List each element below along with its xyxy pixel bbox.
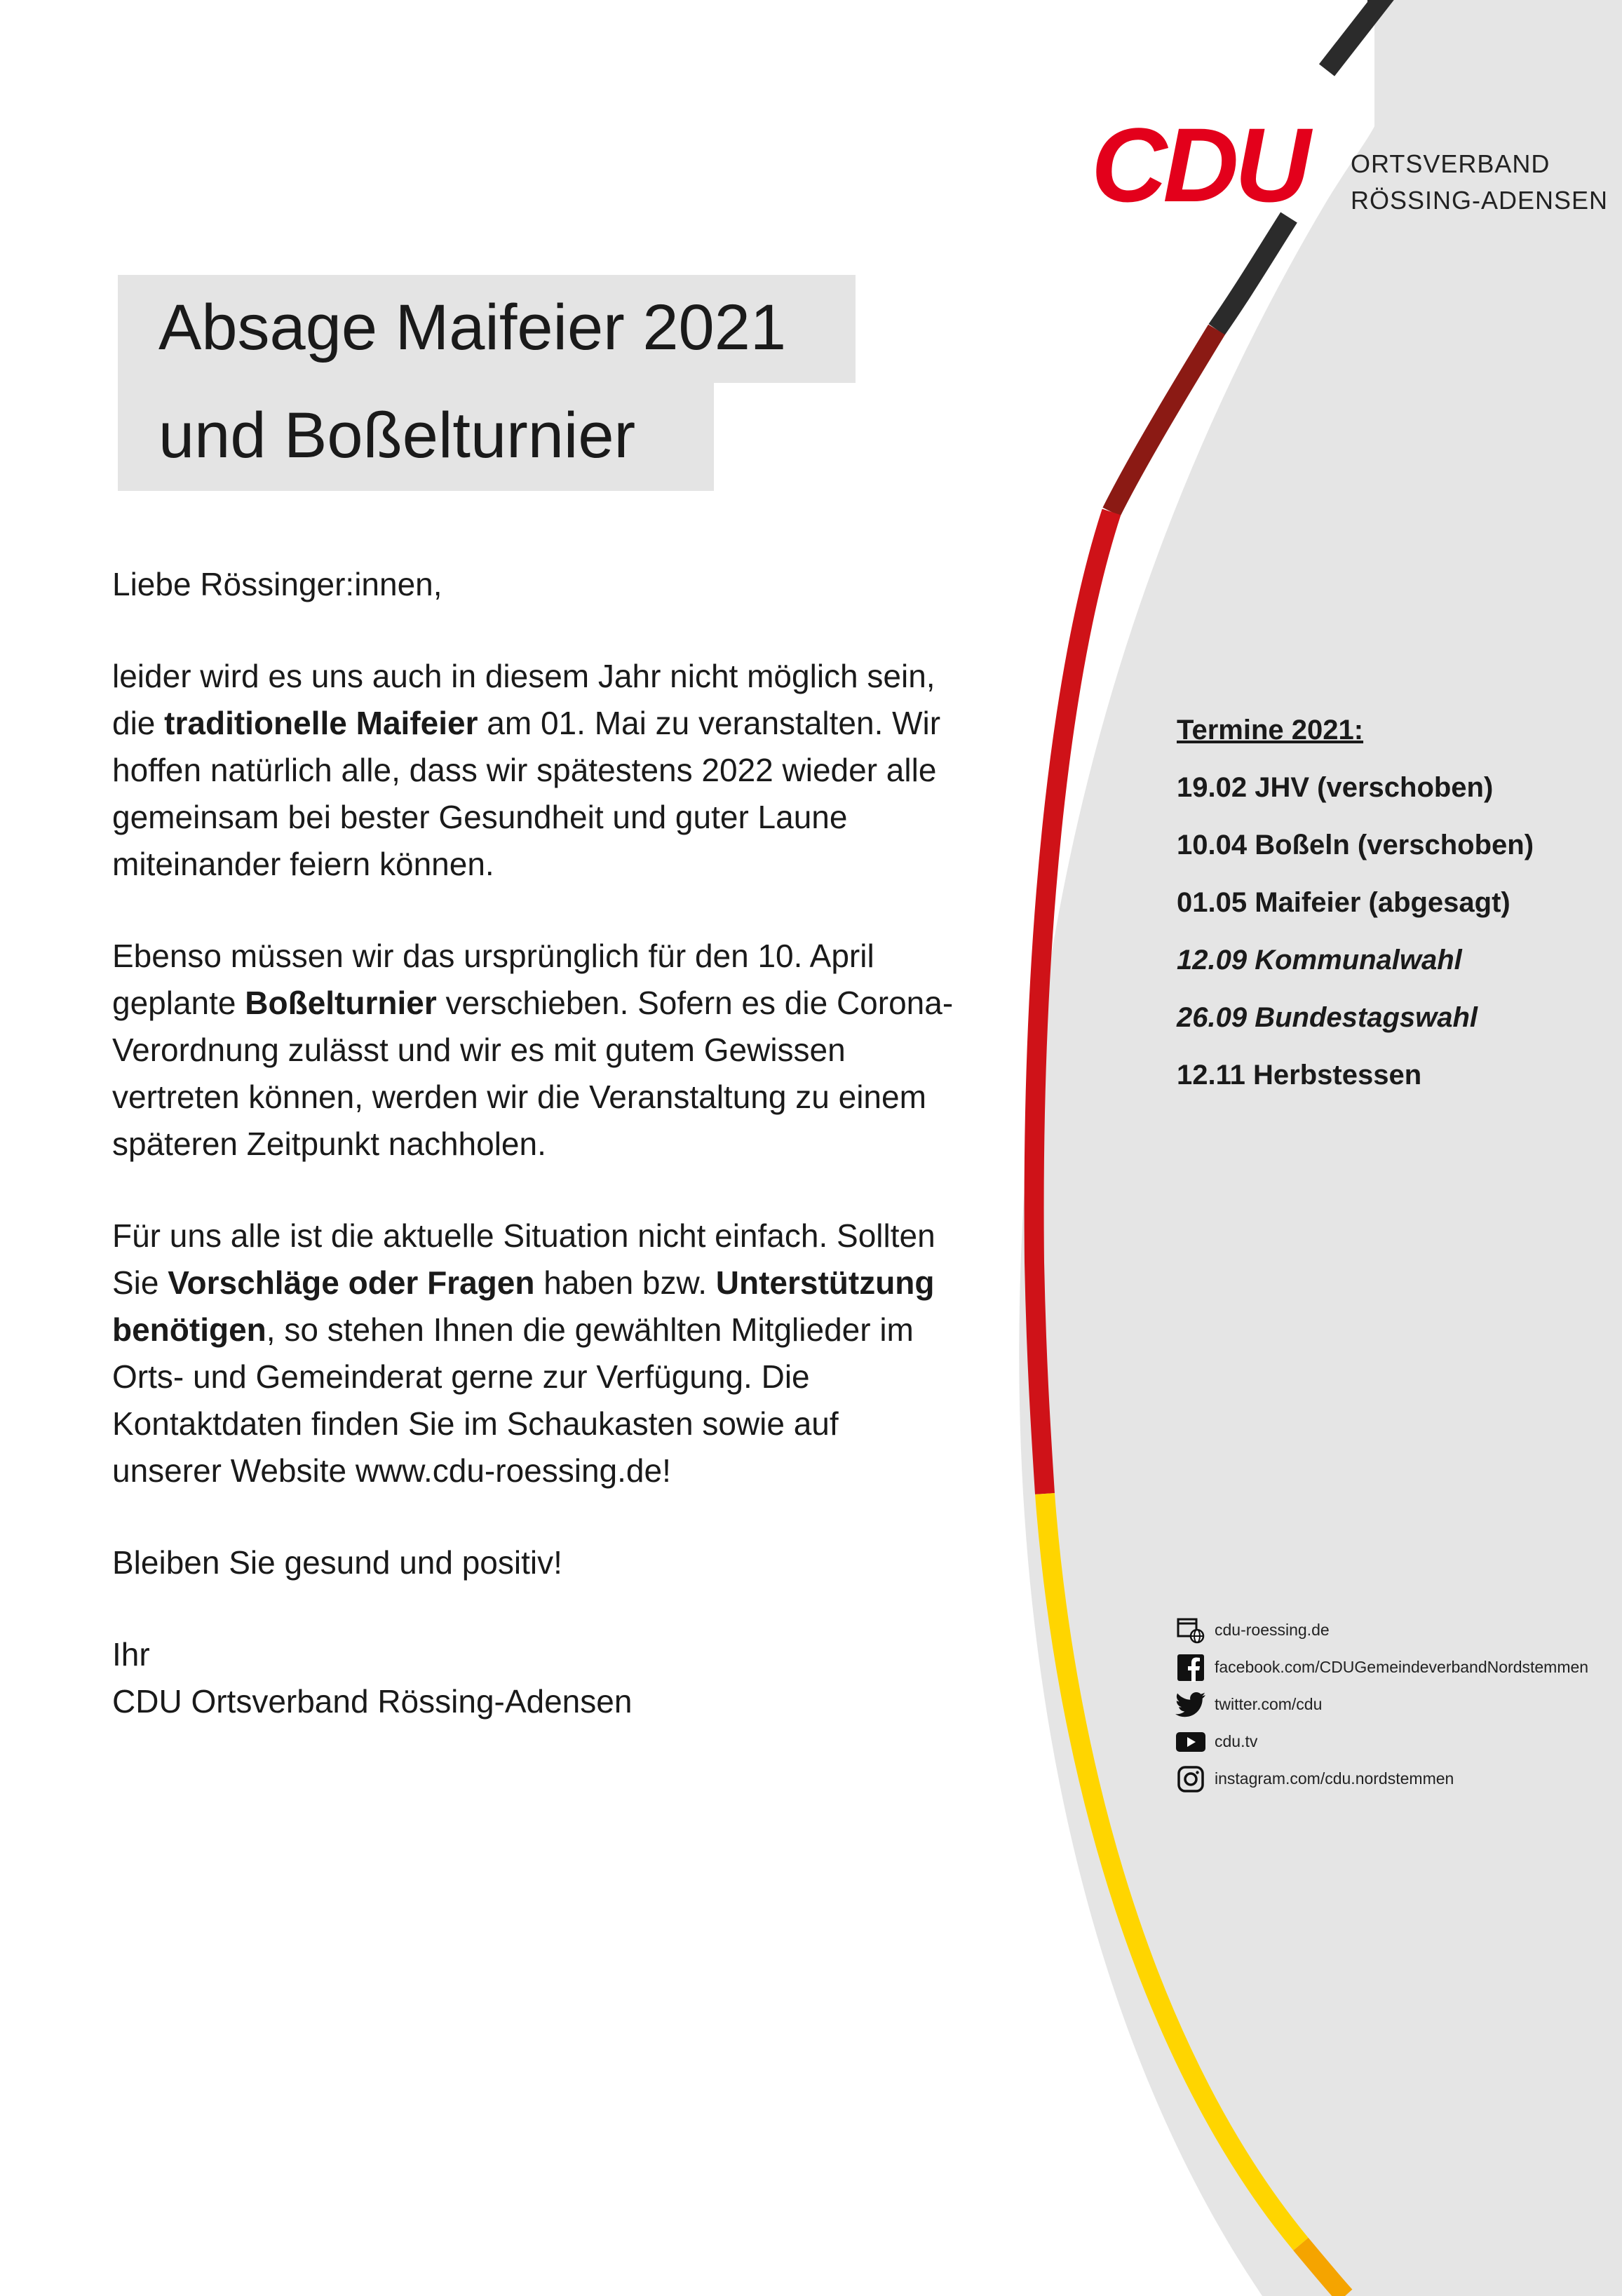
facebook-icon (1175, 1652, 1206, 1683)
paragraph-bosselturnier (112, 933, 954, 1168)
p1-bold: traditionelle Maifeier (164, 705, 478, 741)
social-link-label: cdu.tv (1215, 1732, 1258, 1750)
signature-line1: Ihr (112, 1636, 150, 1673)
web-icon (1175, 1615, 1206, 1646)
p1-text-before: leider wird es uns auch in diesem Jahr nicht möglich sein, die (112, 658, 935, 741)
p2-bold: Boßelturnier (245, 985, 437, 1021)
social-link-twitter[interactable] (1175, 1686, 1588, 1723)
instagram-icon (1175, 1764, 1206, 1795)
p3-text-before: Für uns alle ist die aktuelle Situation nicht einfach. Sollten Sie (112, 1217, 935, 1301)
paragraph-maifeier (112, 653, 954, 888)
signature (112, 1631, 954, 1725)
closing: Bleiben Sie gesund und positiv! (112, 1544, 562, 1581)
social-link-website[interactable] (1175, 1612, 1588, 1649)
termin-item: 10.04 Boßeln (verschoben) (1177, 830, 1534, 860)
page-title-line2: und Boßelturnier (118, 383, 714, 491)
social-link-instagram[interactable] (1175, 1760, 1588, 1797)
page-title-line1: Absage Maifeier 2021 (118, 275, 856, 383)
termin-item: 12.09 Kommunalwahl (1177, 945, 1462, 975)
letter-body (112, 561, 954, 1770)
logo-subtitle-line1: ORTSVERBAND (1351, 149, 1550, 178)
p3-bold-2: Unterstützung benötigen (112, 1264, 935, 1348)
p3-bold-1: Vorschläge oder Fragen (168, 1264, 535, 1301)
termin-item: 12.11 Herbstessen (1177, 1060, 1422, 1090)
social-link-label: cdu-roessing.de (1215, 1621, 1330, 1639)
social-link-label: instagram.com/cdu.nordstemmen (1215, 1769, 1454, 1788)
termine-header: Termine 2021: (1177, 715, 1364, 745)
p2-text-after: verschieben. Sofern es die Corona-Verordnung zulässt und wir es mit gutem Gewissen vertreten können, werden wir die Veranstaltung zu einem späteren Zeitpunkt nachholen. (112, 985, 954, 1162)
logo-subtitle-line2: RÖSSING-ADENSEN (1351, 186, 1609, 215)
p1-text-after: am 01. Mai zu veranstalten. Wir hoffen natürlich alle, dass wir spätestens 2022 wieder alle gemeinsam bei bester Gesundheit und guter Laune miteinander feiern können. (112, 705, 941, 882)
signature-line2: CDU Ortsverband Rössing-Adensen (112, 1683, 633, 1720)
p3-text-middle: haben bzw. (534, 1264, 716, 1301)
twitter-icon (1175, 1689, 1206, 1720)
social-link-label: facebook.com/CDUGemeindeverbandNordstemmen (1215, 1658, 1589, 1676)
stripe-black-top (1327, 0, 1381, 70)
cdu-logo: CDU (1091, 106, 1306, 224)
greeting: Liebe Rössinger:innen, (112, 566, 442, 602)
social-link-facebook[interactable] (1175, 1649, 1588, 1686)
logo-subtitle (1351, 146, 1608, 219)
p2-text-before: Ebenso müssen wir das ursprünglich für den 10. April geplante (112, 938, 874, 1021)
gray-side-panel (1019, 0, 1622, 2296)
paragraph-situation (112, 1213, 954, 1494)
termin-item: 26.09 Bundestagswahl (1177, 1002, 1478, 1033)
p3-text-after: , so stehen Ihnen die gewählten Mitglieder im Orts- und Gemeinderat gerne zur Verfügung. Die Kontaktdaten finden Sie im Schaukasten sowie auf unserer Website www.cdu-roessing.de! (112, 1311, 914, 1489)
youtube-icon (1175, 1727, 1206, 1757)
social-link-youtube[interactable] (1175, 1723, 1588, 1760)
termine-list (1177, 701, 1597, 1104)
social-link-label: twitter.com/cdu (1215, 1695, 1323, 1713)
termin-item: 01.05 Maifeier (abgesagt) (1177, 887, 1511, 918)
termin-item: 19.02 JHV (verschoben) (1177, 772, 1494, 803)
social-links (1175, 1612, 1588, 1797)
